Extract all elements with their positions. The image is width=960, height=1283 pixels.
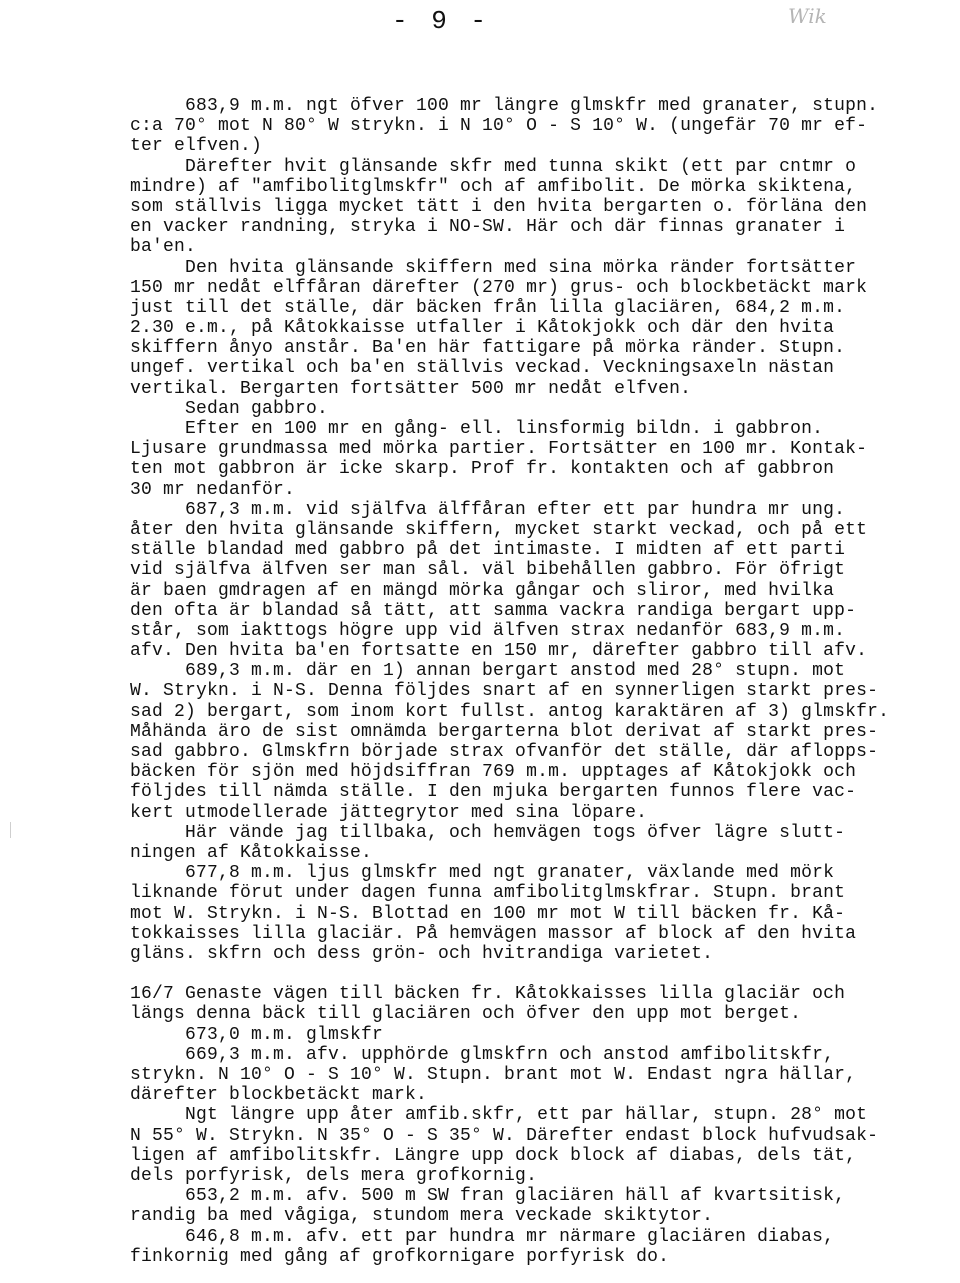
text-line: ningen af Kåtokkaisse. [130, 842, 373, 863]
text-line: 669,3 m.m. afv. upphörde glmskfrn och anstod amfibolitskfr, [130, 1044, 835, 1065]
text-line: längs denna bäck till glaciären och öfver den upp mot berget. [130, 1004, 802, 1025]
text-line: sad 2) bergart, som inom kort fullst. antog karaktären af 3) glmskfr. [130, 701, 890, 722]
text-line: ställe blandad med gabbro på det intimaste. I midten af ett parti [130, 540, 846, 561]
text-line: som ställvis ligga mycket tätt i den hvita bergarten o. förläna den [130, 196, 868, 217]
text-line: 646,8 m.m. afv. ett par hundra mr närmare glaciären diabas, [130, 1226, 835, 1247]
text-line: 150 mr nedåt elffåran därefter (270 mr) grus- och blockbetäckt mark [130, 277, 868, 298]
text-line: tokkaisses lilla glaciär. På hemvägen massor af block af den hvita [130, 923, 857, 944]
text-line: Ljusare grundmassa med mörka partier. Fortsätter en 100 mr. Kontak- [130, 439, 868, 460]
text-line: 673,0 m.m. glmskfr [130, 1024, 384, 1045]
text-line: ba'en. [130, 237, 197, 258]
text-line: 2.30 e.m., på Kåtokkaisse utfaller i Kåtokjokk och där den hvita [130, 318, 835, 339]
text-line: liknande förut under dagen funna amfibolitglmskfrar. Stupn. brant [130, 883, 846, 904]
text-line: Den hvita glänsande skiffern med sina mörka ränder fortsätter [130, 257, 857, 278]
text-line: mot W. Strykn. i N-S. Blottad en 100 mr mot W till bäcken fr. Kå- [130, 903, 846, 924]
text-line: ligen af amfibolitskfr. Längre upp dock block af diabas, dels tät, [130, 1145, 857, 1166]
text-line: ten mot gabbron är icke skarp. Prof fr. kontakten och af gabbron [130, 459, 835, 480]
text-line: 677,8 m.m. ljus glmskfr med ngt granater, växlande med mörk [130, 863, 835, 884]
text-line: N 55° W. Strykn. N 35° O - S 35° W. Därefter endast block hufvudsak- [130, 1125, 879, 1146]
text-line: den ofta är blandad så tätt, att samma vackra randiga bergart upp- [130, 600, 857, 621]
margin-mark [10, 822, 11, 838]
text-line: 16/7 Genaste vägen till bäcken fr. Kåtokkaisses lilla glaciär och [130, 984, 846, 1005]
text-line: mindre) af "amfibolitglmskfr" och af amfibolit. De mörka skiktena, [130, 176, 857, 197]
text-line: afv. Den hvita ba'en fortsatte en 150 mr, därefter gabbro till afv. [130, 641, 868, 662]
text-line: ter elfven.) [130, 136, 263, 157]
text-line: Efter en 100 mr en gång- ell. linsformig bildn. i gabbron. [130, 419, 824, 439]
text-line: åter den hvita glänsande skiffern, mycket starkt veckad, och på ett [130, 519, 868, 540]
text-line: W. Strykn. i N-S. Denna följdes snart af en synnerligen starkt pres- [130, 681, 879, 702]
page-number: - 9 - [392, 6, 491, 36]
text-line: bäcken för sjön med höjdsiffran 769 m.m. upptages af Kåtokjokk och [130, 762, 857, 783]
text-line: ungef. vertikal och ba'en ställvis veckad. Veckningsaxeln nästan [130, 358, 835, 379]
text-line: just till det ställe, där bäcken från lilla glaciären, 684,2 m.m. [130, 297, 846, 318]
text-line: 687,3 m.m. vid själfva älffåran efter ett par hundra mr ung. [130, 499, 846, 520]
text-line: vertikal. Bergarten fortsätter 500 mr nedåt elfven. [130, 378, 692, 399]
text-line: skiffern ånyo anstår. Ba'en här fattigare på mörka ränder. Stupn. [130, 338, 846, 359]
text-line: 30 mr nedanför. [130, 479, 296, 500]
text-line: kert utmodellerade jättegrytor med sina löpare. [130, 802, 648, 823]
text-line: strykn. N 10° O - S 10° W. Stupn. brant mot W. Endast ngra hällar, [130, 1065, 857, 1085]
text-line: Här vände jag tillbaka, och hemvägen togs öfver lägre slutt- [130, 822, 846, 843]
text-line: är baen gmdragen af en mängd mörka gångar och sliror, med hvilka [130, 580, 835, 601]
text-line: Sedan gabbro. [130, 398, 329, 419]
body-text [130, 96, 950, 1267]
text-line: en vacker randning, stryka i NO-SW. Här och där finnas granater i [130, 217, 846, 238]
text-line: 683,9 m.m. ngt öfver 100 mr längre glmskfr med granater, stupn. [130, 96, 879, 116]
text-line: dels porfyrisk, dels mera grofkornig. [130, 1165, 538, 1186]
text-line: därefter blockbetäckt mark. [130, 1085, 428, 1106]
text-line [130, 964, 950, 984]
text-line: c:a 70° mot N 80° W strykn. i N 10° O - S 10° W. (ungefär 70 mr ef- [130, 116, 868, 137]
text-line: sad gabbro. Glmskfrn började strax ofvanför det ställe, där aflopps- [130, 742, 879, 762]
text-line: Därefter hvit glänsande skfr med tunna skikt (ett par cntmr o [130, 156, 857, 177]
text-line: följdes till nämda ställe. I den mjuka bergarten funnos flere vac- [130, 782, 857, 803]
text-line: Ngt längre upp åter amfib.skfr, ett par hällar, stupn. 28° mot [130, 1105, 868, 1126]
text-line: gläns. skfrn och dess grön- och hvitrandiga varietet. [130, 943, 714, 964]
text-line: Måhända äro de sist omnämda bergarterna blot derivat af starkt pres- [130, 721, 879, 742]
text-line: finkornig med gång af grofkornigare porfyrisk do. [130, 1246, 670, 1267]
text-line: vid själfva älfven ser man sål. väl bibehållen gabbro. För öfrigt [130, 560, 846, 581]
text-line: står, som iakttogs högre upp vid älfven strax nedanför 683,9 m.m. [130, 620, 846, 641]
handwritten-corner-mark: Wik [788, 4, 827, 28]
text-line: randig ba med vågiga, stundom mera veckade skiktytor. [130, 1206, 714, 1227]
text-line: 653,2 m.m. afv. 500 m SW fran glaciären häll af kvartsitisk, [130, 1186, 846, 1207]
text-line: 689,3 m.m. där en 1) annan bergart anstod med 28° stupn. mot [130, 661, 846, 682]
